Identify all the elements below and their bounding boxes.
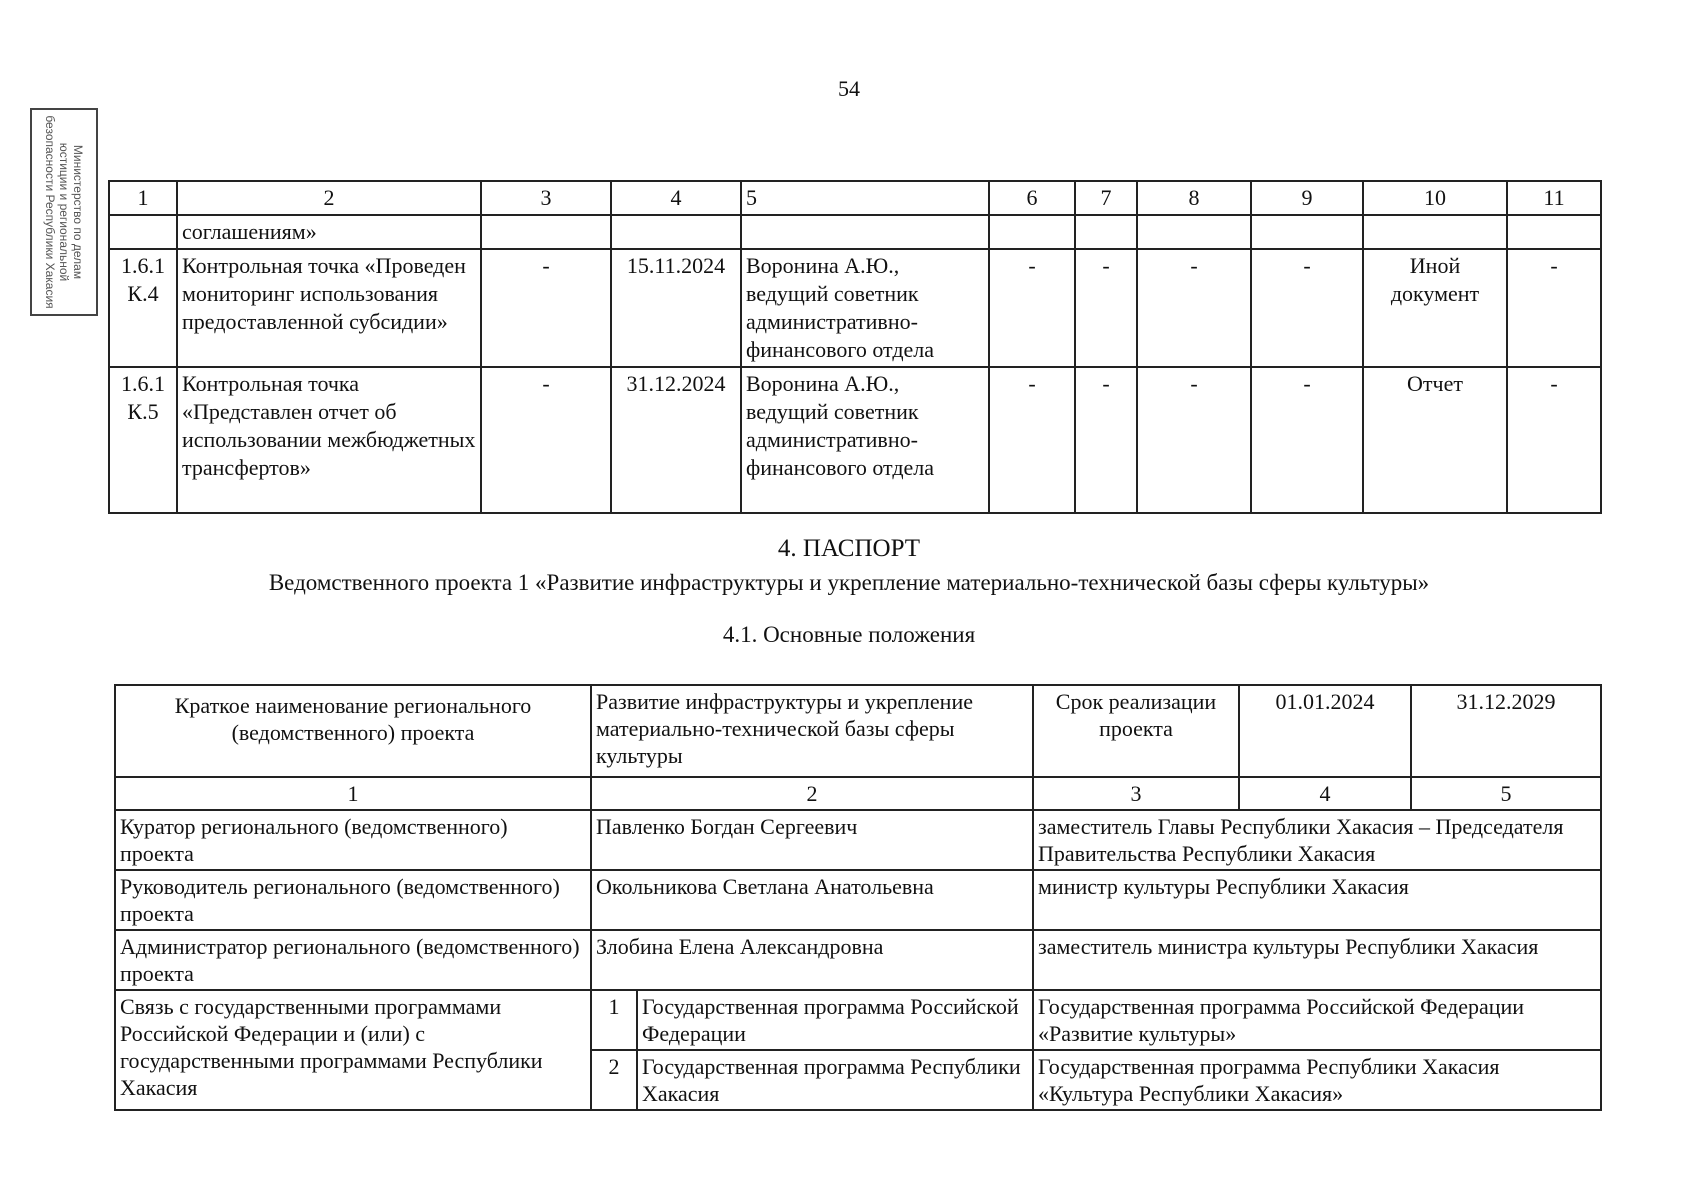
registration-stamp <box>30 108 98 316</box>
table-row <box>115 930 1601 990</box>
column-number: 4 <box>1239 777 1411 810</box>
table-row <box>109 249 1601 367</box>
column-number: 8 <box>1137 181 1251 215</box>
curator-label: Куратор регионального (ведомственного) проекта <box>115 810 591 870</box>
table-cell <box>611 215 741 249</box>
subsection-heading: 4.1. Основные положения <box>722 622 976 647</box>
link-program-type: Государственная программа Российской Федерации <box>637 990 1033 1050</box>
link-program-name: Государственная программа Республики Хакасия «Культура Республики Хакасия» <box>1033 1050 1601 1110</box>
table-cell <box>1507 215 1601 249</box>
project-title: Ведомственного проекта 1 «Развитие инфраструктуры и укрепление материально-технической базы сферы культуры» <box>268 570 1430 595</box>
leader-label: Руководитель регионального (ведомственного) проекта <box>115 870 591 930</box>
column-number: 1 <box>109 181 177 215</box>
table-row <box>109 367 1601 513</box>
table-row <box>115 685 1601 777</box>
link-number: 1 <box>591 990 637 1050</box>
table-cell: - <box>1075 367 1137 513</box>
curator-position: заместитель Главы Республики Хакасия – Председателя Правительства Республики Хакасия <box>1033 810 1601 870</box>
column-number: 6 <box>989 181 1075 215</box>
item-date: 31.12.2024 <box>611 367 741 513</box>
table-cell: - <box>1251 249 1363 367</box>
table-cell: - <box>481 367 611 513</box>
table-header-row <box>109 181 1601 215</box>
table-cell <box>989 215 1075 249</box>
table-cell <box>741 215 989 249</box>
table-cell <box>1075 215 1137 249</box>
table-cell: - <box>1507 367 1601 513</box>
item-description: Контрольная точка «Проведен мониторинг использования предоставленной субсидии» <box>177 249 481 367</box>
admin-name: Злобина Елена Александровна <box>591 930 1033 990</box>
item-document-type: Иной документ <box>1363 249 1507 367</box>
end-date: 31.12.2029 <box>1411 685 1601 777</box>
link-program-name: Государственная программа Российской Федерации «Развитие культуры» <box>1033 990 1601 1050</box>
stamp-text <box>43 112 85 312</box>
item-responsible: Воронина А.Ю., ведущий советник административно-финансового отдела <box>741 367 989 513</box>
item-date: 15.11.2024 <box>611 249 741 367</box>
item-description: Контрольная точка «Представлен отчет об использовании межбюджетных трансфертов» <box>177 367 481 513</box>
item-code: 1.6.1 К.4 <box>109 249 177 367</box>
table-cell: - <box>989 367 1075 513</box>
column-number: 2 <box>177 181 481 215</box>
curator-name: Павленко Богдан Сергеевич <box>591 810 1033 870</box>
table-cell: - <box>481 249 611 367</box>
term-label: Срок реализации проекта <box>1033 685 1239 777</box>
table-cell <box>1251 215 1363 249</box>
short-name-label: Краткое наименование регионального (ведомственного) проекта <box>115 685 591 777</box>
column-number: 1 <box>115 777 591 810</box>
leader-position: министр культуры Республики Хакасия <box>1033 870 1601 930</box>
table-cell: - <box>1137 249 1251 367</box>
table-cell: - <box>1137 367 1251 513</box>
link-program-type: Государственная программа Республики Хакасия <box>637 1050 1033 1110</box>
admin-label: Администратор регионального (ведомственного) проекта <box>115 930 591 990</box>
table-cell: - <box>1075 249 1137 367</box>
table-cell: - <box>989 249 1075 367</box>
project-passport-table <box>114 684 1602 1111</box>
links-label: Связь с государственными программами Российской Федерации и (или) с государственными программами Республики Хакасия <box>115 990 591 1110</box>
table-cell: - <box>1251 367 1363 513</box>
link-number: 2 <box>591 1050 637 1110</box>
column-number: 5 <box>1411 777 1601 810</box>
short-name-value: Развитие инфраструктуры и укрепление материально-технической базы сферы культуры <box>591 685 1033 777</box>
column-number: 3 <box>481 181 611 215</box>
column-number: 2 <box>591 777 1033 810</box>
leader-name: Окольникова Светлана Анатольевна <box>591 870 1033 930</box>
admin-position: заместитель министра культуры Республики Хакасия <box>1033 930 1601 990</box>
item-code: 1.6.1 К.5 <box>109 367 177 513</box>
stamp-line: юстиции и региональной <box>57 142 71 282</box>
column-number: 10 <box>1363 181 1507 215</box>
table-cell: - <box>1507 249 1601 367</box>
column-number: 4 <box>611 181 741 215</box>
column-number: 11 <box>1507 181 1601 215</box>
stamp-line: Министерство по делам <box>71 144 85 280</box>
table-row <box>115 870 1601 930</box>
table-cell <box>481 215 611 249</box>
item-document-type: Отчет <box>1363 367 1507 513</box>
table-row <box>115 810 1601 870</box>
table-cell: соглашениям» <box>177 215 481 249</box>
column-number: 9 <box>1251 181 1363 215</box>
start-date: 01.01.2024 <box>1239 685 1411 777</box>
control-points-table <box>108 180 1602 514</box>
item-responsible: Воронина А.Ю., ведущий советник административно-финансового отдела <box>741 249 989 367</box>
column-number: 3 <box>1033 777 1239 810</box>
page-number: 54 <box>838 76 860 101</box>
table-cell <box>109 215 177 249</box>
column-number: 5 <box>741 181 989 215</box>
stamp-line: безопасности Республики Хакасия <box>43 115 57 309</box>
table-cell <box>1363 215 1507 249</box>
table-row <box>115 990 1601 1050</box>
table-cell <box>1137 215 1251 249</box>
column-number: 7 <box>1075 181 1137 215</box>
section-heading: 4. ПАСПОРТ <box>777 535 921 562</box>
table-header-row <box>115 777 1601 810</box>
table-row <box>109 215 1601 249</box>
